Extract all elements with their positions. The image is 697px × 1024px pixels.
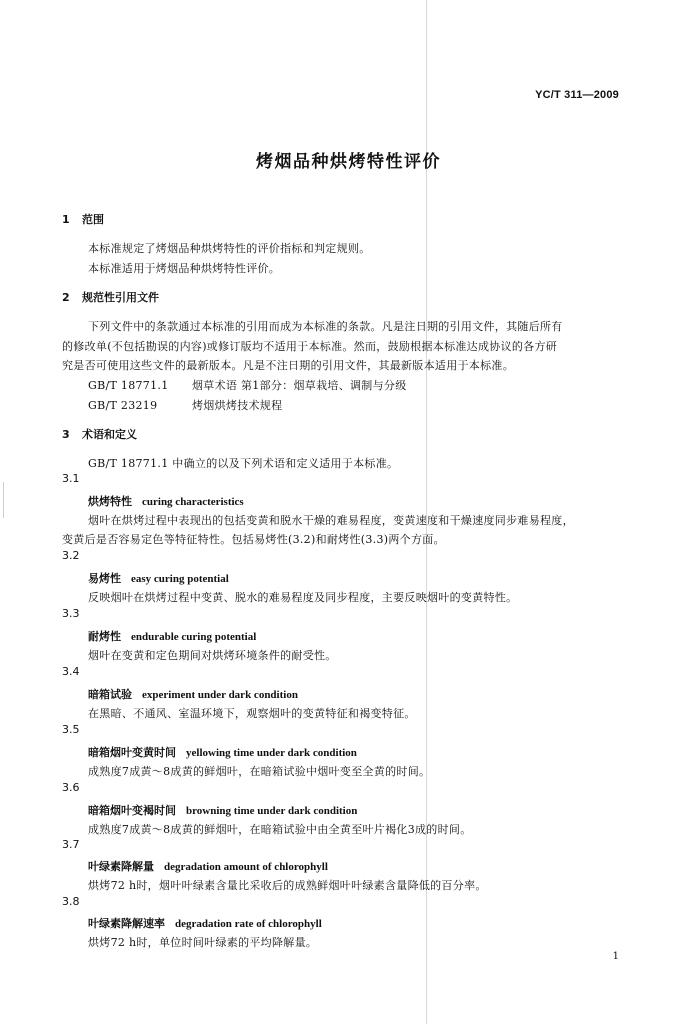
term-definition: 烘烤72 h时，单位时间叶绿素的平均降解量。 <box>88 936 318 949</box>
term-number: 3.3 <box>62 607 80 620</box>
section-1-number: 1 <box>62 213 70 226</box>
term-title <box>88 493 244 509</box>
section-3-heading <box>62 426 137 442</box>
term-number: 3.6 <box>62 781 80 794</box>
reference-item <box>88 397 282 413</box>
term-number: 3.4 <box>62 665 80 678</box>
term-english: easy curing potential <box>131 573 229 585</box>
term-definition: 成熟度7成黄～8成黄的鲜烟叶，在暗箱试验中烟叶变至全黄的时间。 <box>88 765 431 778</box>
section-1-para-2: 本标准适用于烤烟品种烘烤特性评价。 <box>88 262 281 275</box>
term-chinese: 叶绿素降解速率 <box>88 917 165 930</box>
term-number: 3.1 <box>62 472 80 485</box>
section-2-intro-line-3: 究是否可使用这些文件的最新版本。凡是不注日期的引用文件，其最新版本适用于本标准。 <box>62 359 514 372</box>
term-chinese: 烘烤特性 <box>88 495 132 508</box>
reference-item <box>88 377 407 393</box>
term-chinese: 叶绿素降解量 <box>88 860 154 873</box>
reference-title: 烤烟烘烤技术规程 <box>192 399 283 412</box>
section-2-number: 2 <box>62 291 70 304</box>
section-1-para-1: 本标准规定了烤烟品种烘烤特性的评价指标和判定规则。 <box>88 242 371 255</box>
term-title <box>88 858 328 874</box>
term-definition-cont: 变黄后是否容易定色等特征特性。包括易烤性(3.2)和耐烤性(3.3)两个方面。 <box>62 533 445 546</box>
term-definition: 成熟度7成黄～8成黄的鲜烟叶，在暗箱试验中由全黄至叶片褐化3成的时间。 <box>88 823 472 836</box>
scan-mark-artifact <box>3 482 4 518</box>
page-number: 1 <box>612 951 619 962</box>
term-chinese: 耐烤性 <box>88 630 121 643</box>
section-3-intro: GB/T 18771.1 中确立的以及下列术语和定义适用于本标准。 <box>88 457 399 470</box>
term-english: degradation rate of chlorophyll <box>175 918 322 930</box>
term-title <box>88 628 256 644</box>
term-number: 3.8 <box>62 895 80 908</box>
term-english: curing characteristics <box>142 496 244 508</box>
term-number: 3.7 <box>62 838 80 851</box>
term-english: browning time under dark condition <box>186 805 358 817</box>
term-number: 3.2 <box>62 549 80 562</box>
reference-code: GB/T 23219 <box>88 399 158 412</box>
section-3-title: 术语和定义 <box>82 428 137 441</box>
section-3-number: 3 <box>62 428 70 441</box>
term-english: degradation amount of chlorophyll <box>164 861 328 873</box>
term-definition: 烘烤72 h时，烟叶叶绿素含量比采收后的成熟鲜烟叶叶绿素含量降低的百分率。 <box>88 879 487 892</box>
term-title <box>88 686 298 702</box>
term-title <box>88 744 357 760</box>
term-chinese: 易烤性 <box>88 572 121 585</box>
term-chinese: 暗箱试验 <box>88 688 132 701</box>
section-2-heading <box>62 289 159 305</box>
term-definition: 反映烟叶在烘烤过程中变黄、脱水的难易程度及同步程度，主要反映烟叶的变黄特性。 <box>88 591 518 604</box>
document-title: 烤烟品种烘烤特性评价 <box>256 152 441 172</box>
term-english: experiment under dark condition <box>142 689 298 701</box>
reference-title: 烟草术语 第1部分：烟草栽培、调制与分级 <box>192 379 407 392</box>
standard-code: YC/T 311—2009 <box>535 89 619 101</box>
section-1-title: 范围 <box>82 213 104 226</box>
section-2-intro-line-2: 的修改单(不包括勘误的内容)或修订版均不适用于本标准。然而，鼓励根据本标准达成协议的各方研 <box>62 340 558 353</box>
section-2-title: 规范性引用文件 <box>82 291 159 304</box>
term-chinese: 暗箱烟叶变黄时间 <box>88 746 176 759</box>
reference-code: GB/T 18771.1 <box>88 379 169 392</box>
term-english: yellowing time under dark condition <box>186 747 357 759</box>
term-definition: 烟叶在变黄和定色期间对烘烤环境条件的耐受性。 <box>88 649 337 662</box>
term-definition: 烟叶在烘烤过程中表现出的包括变黄和脱水干燥的难易程度，变黄速度和干燥速度同步难易程度， <box>88 514 574 527</box>
term-title <box>88 570 229 586</box>
term-title <box>88 915 322 931</box>
term-number: 3.5 <box>62 723 80 736</box>
section-1-heading <box>62 211 104 227</box>
section-2-intro-line-1: 下列文件中的条款通过本标准的引用而成为本标准的条款。凡是注日期的引用文件，其随后所有 <box>88 320 563 333</box>
term-definition: 在黑暗、不通风、室温环境下，观察烟叶的变黄特征和褐变特征。 <box>88 707 416 720</box>
term-title <box>88 802 357 818</box>
term-chinese: 暗箱烟叶变褐时间 <box>88 804 176 817</box>
term-english: endurable curing potential <box>131 631 257 643</box>
